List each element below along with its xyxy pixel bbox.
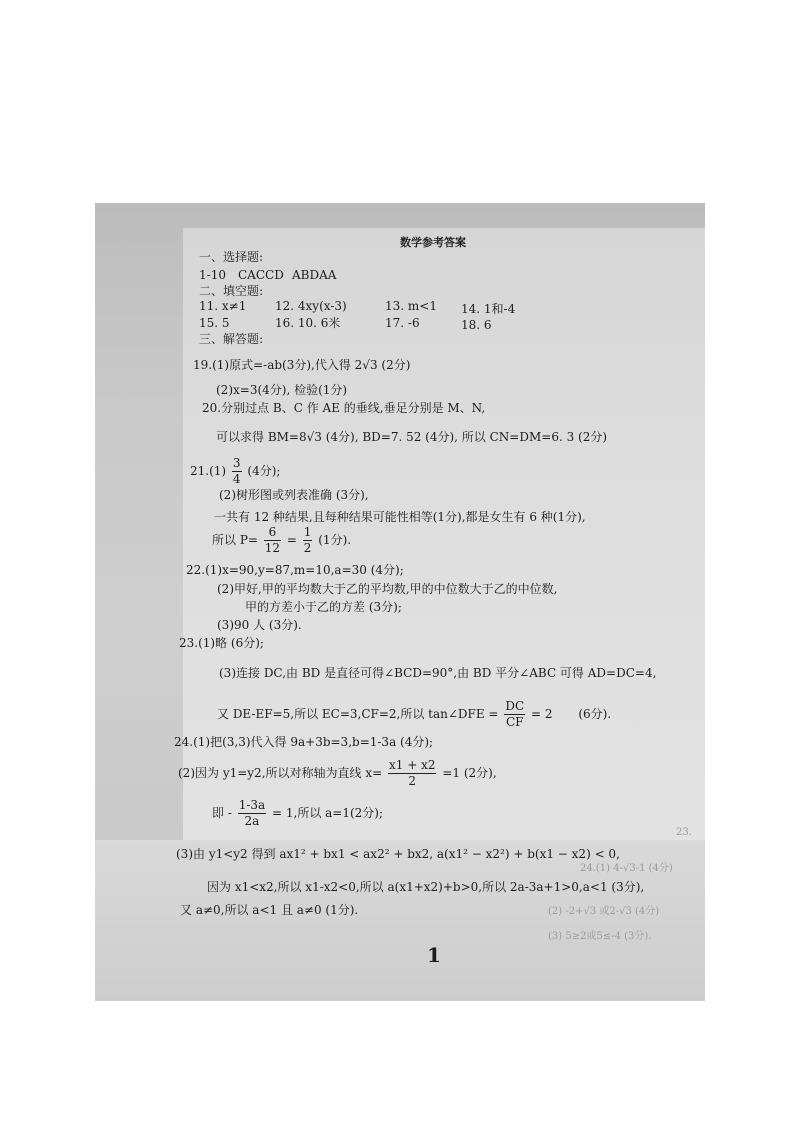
q24-line5: 因为 x1<x2,所以 x1-x2<0,所以 a(x1+x2)+b>0,所以 2a-3a+1>0,a<1 (3分), <box>207 880 645 894</box>
section-solution-heading: 三、解答题: <box>199 332 264 346</box>
q24-score: =1 (2分), <box>442 766 497 780</box>
q24-text: 即 - <box>212 806 232 820</box>
fraction-denominator: 2 <box>303 541 312 555</box>
choice-answers-1: CACCD <box>238 268 284 282</box>
fraction-numerator: 3 <box>232 456 241 470</box>
q24-line1: 24.(1)把(3,3)代入得 9a+3b=3,b=1-3a (4分); <box>174 735 434 749</box>
q20-line2: 可以求得 BM=8√3 (4分), BD=7. 52 (4分), 所以 CN=DM=6. 3 (2分) <box>216 430 608 444</box>
section-fill-heading: 二、填空题: <box>199 284 264 298</box>
q21-line4 <box>212 525 351 556</box>
fraction-denominator: CF <box>505 715 524 729</box>
bleed-through-text-3: (2) -2+√3 或2-√3 (4分) <box>548 906 660 917</box>
bleed-through-text-1: 23. <box>676 827 692 838</box>
q23-fraction <box>504 699 525 730</box>
q19-text: 19.(1)原式=-ab(3分),代入得 <box>193 358 351 372</box>
q24-line3 <box>212 797 383 829</box>
fraction-numerator: 1 <box>303 525 312 539</box>
fill-answer-18: 18. 6 <box>461 318 492 332</box>
fraction-denominator: 2a <box>238 813 266 829</box>
fraction-denominator: 12 <box>264 541 281 555</box>
q23-line3 <box>217 698 611 730</box>
choice-range: 1-10 <box>199 268 226 282</box>
bleed-through-text-4: (3) 5≥2或5≤-4 (3分). <box>548 931 652 942</box>
fraction-denominator: 4 <box>232 472 241 486</box>
q19-score: (2分) <box>381 358 411 372</box>
q19-line2: (2)x=3(4分), 检验(1分) <box>216 383 348 397</box>
q23-text: 又 DE-EF=5,所以 EC=3,CF=2,所以 tan∠DFE = <box>217 707 499 721</box>
fill-answer-16: 16. 10. 6米 <box>275 316 341 330</box>
q24-fraction-b <box>238 798 266 829</box>
q21-fraction-a <box>264 525 281 556</box>
fill-answer-12: 12. 4xy(x-3) <box>275 299 347 313</box>
fraction-numerator: DC <box>505 699 525 713</box>
q19-line1 <box>193 358 410 372</box>
q22-line4: (3)90 人 (3分). <box>217 618 302 632</box>
fill-answer-11: 11. x≠1 <box>199 299 247 313</box>
bleed-through-text-2: 24.(1) 4-√3-1 (4分) <box>580 863 673 874</box>
q24-text: (2)因为 y1=y2,所以对称轴为直线 x= <box>178 766 383 780</box>
q21-line1 <box>190 456 280 487</box>
fill-answer-17: 17. -6 <box>385 316 420 330</box>
page-number: 1 <box>427 943 441 967</box>
q23-result: = 2 <box>530 707 553 721</box>
fill-answer-15: 15. 5 <box>199 316 230 330</box>
q21-line2: (2)树形图或列表准确 (3分), <box>219 488 369 502</box>
q21-line3: 一共有 12 种结果,且每种结果可能性相等(1分),都是女生有 6 种(1分), <box>214 510 586 524</box>
q23-line2: (3)连接 DC,由 BD 是直径可得∠BCD=90°,由 BD 平分∠ABC 可得 AD=DC=4, <box>219 666 657 680</box>
q20-line1: 20.分别过点 B、C 作 AE 的垂线,垂足分别是 M、N, <box>202 401 486 415</box>
fraction-denominator: 2 <box>388 773 437 789</box>
fraction-numerator: 1-3a <box>238 798 266 812</box>
fill-answer-13: 13. m<1 <box>385 299 437 313</box>
choice-answers-2: ABDAA <box>292 268 337 282</box>
fill-answer-14: 14. 1和-4 <box>461 302 516 316</box>
q19-root: 2√3 <box>354 358 378 372</box>
q21-fraction-b <box>303 525 313 556</box>
q21-label: 21.(1) <box>190 464 227 478</box>
fraction-numerator: 6 <box>268 525 277 539</box>
q23-line1: 23.(1)略 (6分); <box>179 636 264 650</box>
fraction-numerator: x1 + x2 <box>388 758 436 772</box>
q24-line6: 又 a≠0,所以 a<1 且 a≠0 (1分). <box>180 903 359 917</box>
q22-line3: 甲的方差小于乙的方差 (3分); <box>245 600 402 614</box>
section-choice-heading: 一、选择题: <box>199 250 264 264</box>
q21-prob-label: 所以 P= <box>212 533 258 547</box>
q24-fraction-a <box>388 758 437 789</box>
equals-sign: = <box>286 533 297 547</box>
q24-score: = 1,所以 a=1(2分); <box>272 806 384 820</box>
q22-line1: 22.(1)x=90,y=87,m=10,a=30 (4分); <box>186 563 404 577</box>
q21-score: (4分); <box>247 464 281 478</box>
page-title: 数学参考答案 <box>400 236 466 249</box>
q22-line2: (2)甲好,甲的平均数大于乙的平均数,甲的中位数大于乙的中位数, <box>217 582 558 596</box>
q24-line4: (3)由 y1<y2 得到 ax1² + bx1 < ax2² + bx2, a(x1² − x2²) + b(x1 − x2) < 0, <box>176 847 620 861</box>
q23-score: (6分). <box>578 707 612 721</box>
q21-score: (1分). <box>318 533 352 547</box>
q24-line2 <box>178 757 497 789</box>
q21-fraction <box>232 456 242 487</box>
